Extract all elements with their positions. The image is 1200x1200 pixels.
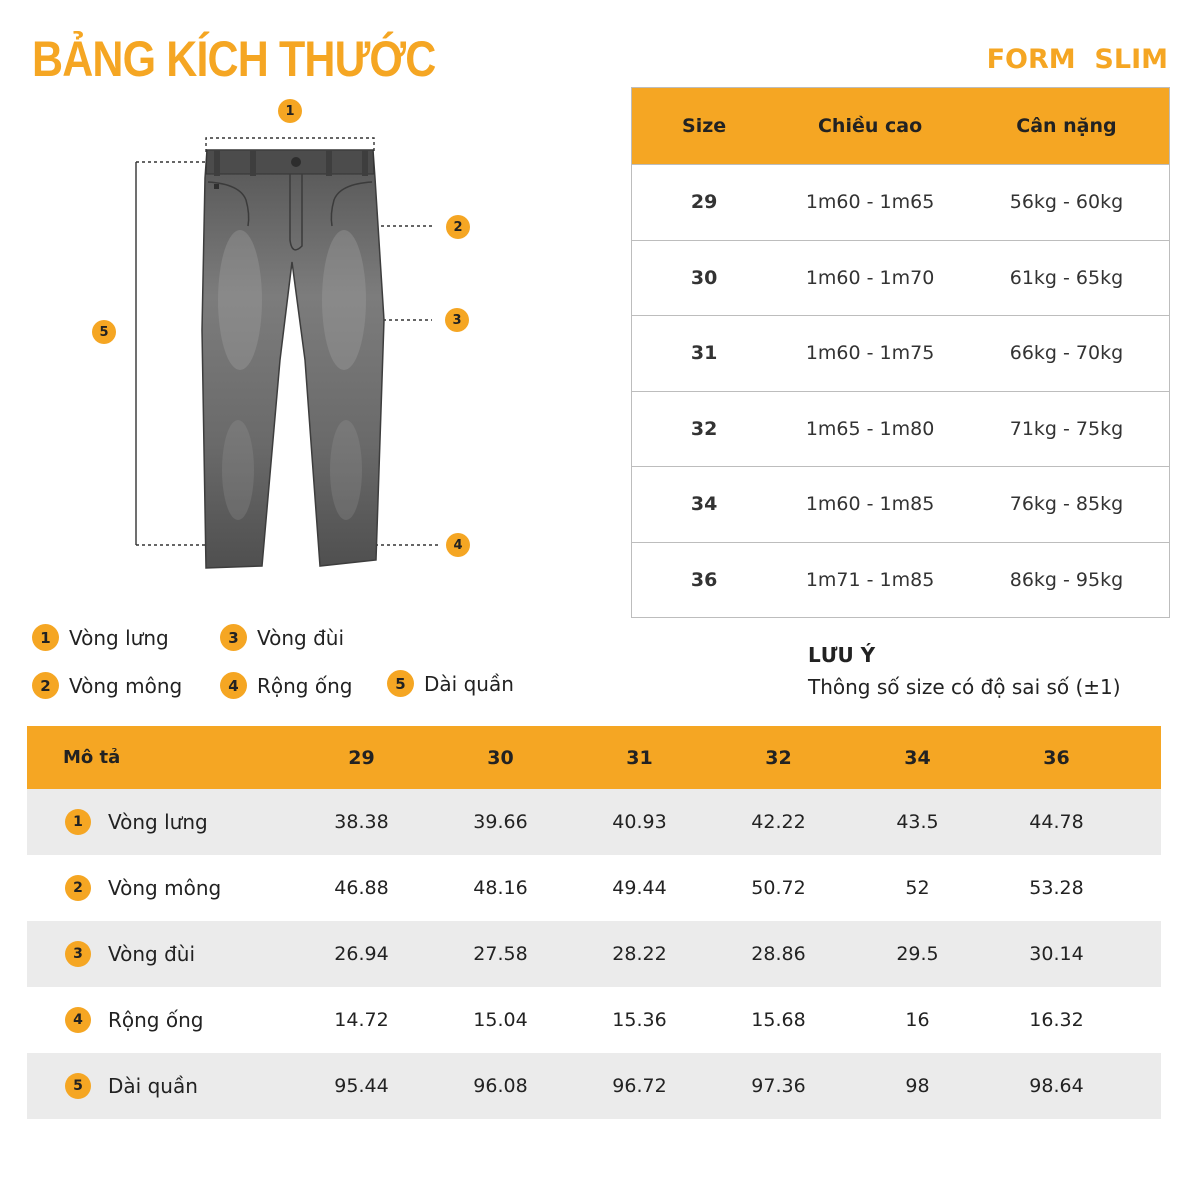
weight-cell: 66kg - 70kg — [964, 316, 1170, 392]
size-cell: 29 — [632, 165, 777, 241]
size-table-header — [632, 88, 1170, 165]
value-cell: 40.93 — [612, 811, 667, 833]
legend-badge: 5 — [387, 670, 414, 697]
size-cell: 31 — [632, 316, 777, 392]
header-size: 29 — [348, 746, 375, 769]
row-badge: 4 — [65, 1007, 91, 1033]
value-cell: 53.28 — [1029, 877, 1084, 899]
legend-badge: 3 — [220, 624, 247, 651]
note-text: Thông số size có độ sai số (±1) — [808, 675, 1121, 699]
weight-cell: 56kg - 60kg — [964, 165, 1170, 241]
measurement-table-header — [27, 726, 1161, 789]
table-row — [632, 316, 1170, 392]
weight-cell: 86kg - 95kg — [964, 542, 1170, 618]
weight-cell: 61kg - 65kg — [964, 240, 1170, 316]
height-cell: 1m71 - 1m85 — [776, 542, 964, 618]
header-description: Mô tả — [63, 747, 121, 768]
height-cell: 1m60 - 1m70 — [776, 240, 964, 316]
header-size: 32 — [765, 746, 792, 769]
value-cell: 30.14 — [1029, 943, 1084, 965]
legend-item-thigh — [220, 624, 344, 651]
table-row — [632, 165, 1170, 241]
value-cell: 52 — [905, 877, 930, 899]
row-description — [27, 941, 292, 967]
legend-item-hip — [32, 672, 182, 699]
value-cell: 15.36 — [612, 1009, 667, 1031]
value-cell: 96.08 — [473, 1075, 528, 1097]
header-size: 30 — [487, 746, 514, 769]
header-height: Chiều cao — [776, 88, 964, 165]
legend-item-length — [387, 670, 514, 697]
header-size: 36 — [1043, 746, 1070, 769]
size-cell: 34 — [632, 467, 777, 543]
row-label: Vòng lưng — [108, 810, 208, 834]
table-row — [632, 467, 1170, 543]
row-badge: 3 — [65, 941, 91, 967]
value-cell: 98.64 — [1029, 1075, 1084, 1097]
legend-label: Vòng đùi — [257, 625, 345, 650]
table-row — [27, 1053, 1161, 1119]
legend-badge: 2 — [32, 672, 59, 699]
value-cell: 97.36 — [751, 1075, 806, 1097]
row-label: Rộng ống — [108, 1008, 204, 1032]
row-label: Dài quần — [108, 1074, 198, 1098]
form-label: FORM SLIM — [986, 44, 1168, 75]
legend-label: Vòng lưng — [69, 625, 169, 650]
marker-2-badge: 2 — [446, 215, 470, 239]
value-cell: 15.68 — [751, 1009, 806, 1031]
marker-3-badge: 3 — [445, 308, 469, 332]
jeans-shape — [202, 150, 384, 568]
note-title: LƯU Ý — [808, 643, 876, 667]
table-row — [632, 391, 1170, 467]
height-cell: 1m60 - 1m65 — [776, 165, 964, 241]
jeans-illustration — [0, 0, 600, 620]
table-row — [632, 542, 1170, 618]
value-cell: 95.44 — [334, 1075, 389, 1097]
value-cell: 46.88 — [334, 877, 389, 899]
legend-badge: 4 — [220, 672, 247, 699]
table-row — [27, 921, 1161, 987]
value-cell: 14.72 — [334, 1009, 389, 1031]
value-cell: 39.66 — [473, 811, 528, 833]
size-cell: 30 — [632, 240, 777, 316]
value-cell: 16.32 — [1029, 1009, 1084, 1031]
size-cell: 36 — [632, 542, 777, 618]
table-row — [27, 855, 1161, 921]
row-description — [27, 1007, 292, 1033]
value-cell: 38.38 — [334, 811, 389, 833]
legend-label: Dài quần — [424, 671, 514, 696]
jeans-diagram — [0, 0, 600, 620]
legend-item-waist — [32, 624, 169, 651]
row-badge: 1 — [65, 809, 91, 835]
value-cell: 28.86 — [751, 943, 806, 965]
value-cell: 27.58 — [473, 943, 528, 965]
row-description — [27, 1073, 292, 1099]
header-size: Size — [632, 88, 777, 165]
weight-cell: 76kg - 85kg — [964, 467, 1170, 543]
size-cell: 32 — [632, 391, 777, 467]
marker-1-badge: 1 — [278, 99, 302, 123]
value-cell: 50.72 — [751, 877, 806, 899]
size-table — [631, 87, 1170, 618]
marker-5-badge: 5 — [92, 320, 116, 344]
header-weight: Cân nặng — [964, 88, 1170, 165]
marker-4-badge: 4 — [446, 533, 470, 557]
row-badge: 2 — [65, 875, 91, 901]
header-size: 34 — [904, 746, 931, 769]
legend-label: Vòng mông — [69, 673, 183, 698]
value-cell: 43.5 — [896, 811, 939, 833]
row-badge: 5 — [65, 1073, 91, 1099]
weight-cell: 71kg - 75kg — [964, 391, 1170, 467]
measurement-table — [27, 726, 1161, 1119]
height-cell: 1m60 - 1m85 — [776, 467, 964, 543]
row-label: Vòng mông — [108, 876, 222, 900]
header-size: 31 — [626, 746, 653, 769]
value-cell: 96.72 — [612, 1075, 667, 1097]
row-label: Vòng đùi — [108, 942, 196, 966]
value-cell: 48.16 — [473, 877, 528, 899]
height-cell: 1m65 - 1m80 — [776, 391, 964, 467]
legend-item-leg-opening — [220, 672, 352, 699]
value-cell: 42.22 — [751, 811, 806, 833]
value-cell: 28.22 — [612, 943, 667, 965]
row-description — [27, 809, 292, 835]
value-cell: 15.04 — [473, 1009, 528, 1031]
value-cell: 16 — [905, 1009, 930, 1031]
legend-label: Rộng ống — [257, 673, 353, 698]
value-cell: 98 — [905, 1075, 930, 1097]
table-row — [27, 789, 1161, 855]
table-row — [27, 987, 1161, 1053]
row-description — [27, 875, 292, 901]
value-cell: 44.78 — [1029, 811, 1084, 833]
page-title: BẢNG KÍCH THƯỚC — [32, 31, 436, 87]
value-cell: 49.44 — [612, 877, 667, 899]
value-cell: 29.5 — [896, 943, 939, 965]
legend-badge: 1 — [32, 624, 59, 651]
height-cell: 1m60 - 1m75 — [776, 316, 964, 392]
value-cell: 26.94 — [334, 943, 389, 965]
table-row — [632, 240, 1170, 316]
